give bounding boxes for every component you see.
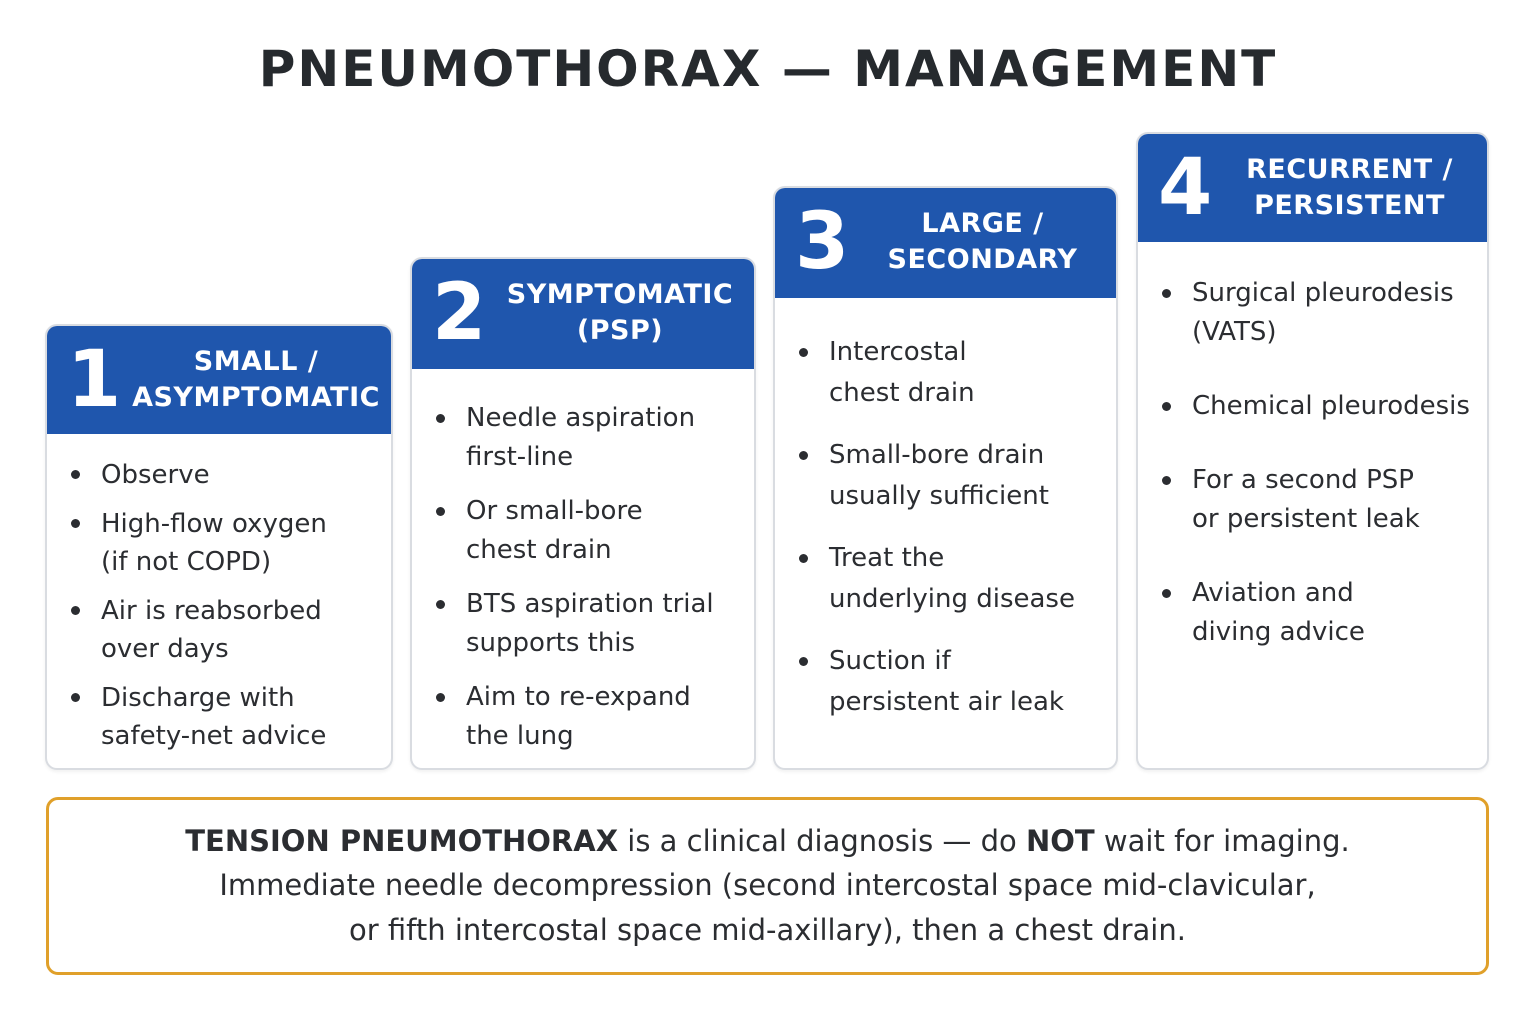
list-item-text: High-flow oxygen [101,509,327,539]
list-item-text: Suction if [829,646,951,676]
list-item-text: the lung [466,721,574,751]
list-item-text: safety-net advice [101,721,327,751]
list-item-text: Aim to re-expand [466,682,691,712]
note-line-2: Immediate needle decompression (second intercostal space mid-clavicular, [219,868,1316,902]
list-item [797,435,1106,517]
list-item-text: Air is reabsorbed [101,596,322,626]
stage-header [47,326,391,434]
note-text: is a clinical diagnosis — do [618,824,1026,858]
list-item-text: persistent air leak [829,687,1064,717]
list-item [1160,274,1477,352]
stage-items [69,456,381,766]
list-item-text: Surgical pleurodesis [1192,278,1454,308]
list-item [69,505,381,581]
stage-card-2 [410,257,756,770]
list-item-text: BTS aspiration trial [466,589,714,619]
list-item [69,456,381,494]
list-item [1160,387,1477,426]
stage-label-line: SYMPTOMATIC [506,279,734,310]
stage-label [492,259,748,367]
stage-card-3 [773,186,1118,770]
stage-label [855,188,1110,296]
list-item [434,678,744,756]
stage-label-line: (PSP) [576,315,664,346]
stage-number: 4 [1158,143,1213,233]
stage-number: 3 [795,197,850,287]
note-text: wait for imaging. [1094,824,1350,858]
list-item-text: (if not COPD) [101,547,272,577]
list-item-text: (VATS) [1192,317,1277,347]
note-line-3: or fifth intercostal space mid-axillary), then a chest drain. [349,913,1186,947]
stage-number: 2 [432,268,487,358]
list-item-text: Small-bore drain [829,440,1045,470]
stage-header [412,259,754,369]
stage-header [775,188,1116,298]
stage-items [797,332,1106,744]
list-item [797,332,1106,414]
stage-label-line: SECONDARY [887,244,1078,275]
list-item [1160,574,1477,652]
stage-items [434,399,744,770]
list-item [69,592,381,668]
list-item-text: supports this [466,628,636,658]
list-item-text: or persistent leak [1192,504,1420,534]
list-item [434,399,744,477]
list-item-text: usually sufficient [829,481,1049,511]
list-item-text: Observe [101,460,210,490]
tension-pneumothorax-note [46,797,1489,975]
list-item-text: chest drain [829,378,975,408]
stage-card-4 [1136,132,1489,770]
page-title: PNEUMOTHORAX — MANAGEMENT [258,40,1278,98]
stage-header [1138,134,1487,242]
list-item-text: diving advice [1192,617,1365,647]
stage-label-line: LARGE / [921,208,1044,239]
list-item-text: underlying disease [829,584,1075,614]
list-item [797,538,1106,620]
stage-label-line: PERSISTENT [1254,190,1445,221]
list-item [797,641,1106,723]
list-item-text: Treat the [829,543,945,573]
stage-label [127,326,385,434]
list-item-text: Aviation and [1192,578,1354,608]
note-emphasis: NOT [1026,824,1095,858]
note-emphasis: TENSION PNEUMOTHORAX [185,824,619,858]
list-item-text: over days [101,634,229,664]
list-item-text: Discharge with [101,683,295,713]
stage-number: 1 [67,335,122,425]
list-item-text: Or small-bore [466,496,643,526]
list-item-text: Needle aspiration [466,403,696,433]
list-item [434,585,744,663]
stage-label-line: ASYMPTOMATIC [132,382,380,413]
stage-label [1218,134,1481,242]
stage-items [1160,274,1477,687]
list-item-text: chest drain [466,535,612,565]
list-item [434,492,744,570]
list-item [1160,461,1477,539]
note-line-1 [49,824,1486,858]
list-item-text: Chemical pleurodesis [1192,391,1470,421]
list-item-text: first-line [466,442,574,472]
stage-card-1 [45,324,393,770]
list-item-text: Intercostal [829,337,967,367]
stage-label-line: SMALL / [193,346,319,377]
list-item [69,679,381,755]
stage-label-line: RECURRENT / [1246,154,1453,185]
list-item-text: For a second PSP [1192,465,1414,495]
